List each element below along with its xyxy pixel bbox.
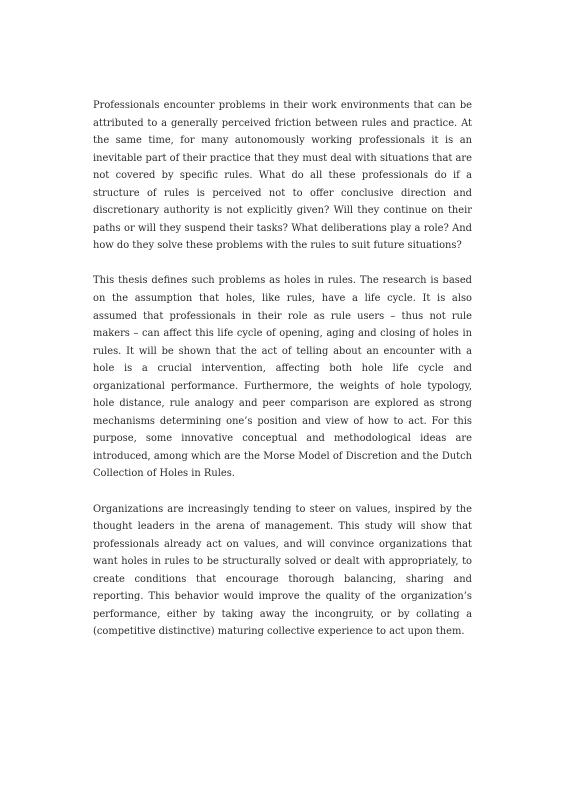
paragraph-3: Organizations are increasingly tending to steer on values, inspired by the thought leaders in the arena of management. This study will show that professionals already act on values, and will convince organizations that want holes in rules to be structurally solved or dealt with appropriately, to create conditions that encourage thorough balancing, sharing and reporting. This behavior would improve the quality of the organization’s performance, either by taking away the incongruity, or by collating a (competitive distinctive) maturing collective experience to act upon them. bbox=[93, 503, 472, 638]
paragraph-1: Professionals encounter problems in their work environments that can be attributed to a generally perceived friction between rules and practice. At the same time, for many autonomously working professionals it is an inevitable part of their practice that they must deal with situations that are not covered by specific rules. What do all these professionals do if a structure of rules is perceived not to offer conclusive direction and discretionary authority is not explicitly given? Will they continue on their paths or will they suspend their tasks? What deliberations play a role? And how do they solve these problems with the rules to suit future situations? bbox=[93, 100, 472, 252]
abstract-body bbox=[93, 97, 472, 641]
paragraph-2: This thesis defines such problems as holes in rules. The research is based on the assumption that holes, like rules, have a life cycle. It is also assumed that professionals in their role as rule users – thus not rule makers – can affect this life cycle of opening, aging and closing of holes in rules. It will be shown that the act of telling about an encounter with a hole is a crucial intervention, affecting both hole life cycle and organizational performance. Furthermore, the weights of hole typology, hole distance, rule analogy and peer comparison are explored as strong mechanisms determining one’s position and view of how to act. For this purpose, some innovative conceptual and methodological ideas are introduced, among which are the Morse Model of Discretion and the Dutch Collection of Holes in Rules. bbox=[93, 275, 472, 480]
